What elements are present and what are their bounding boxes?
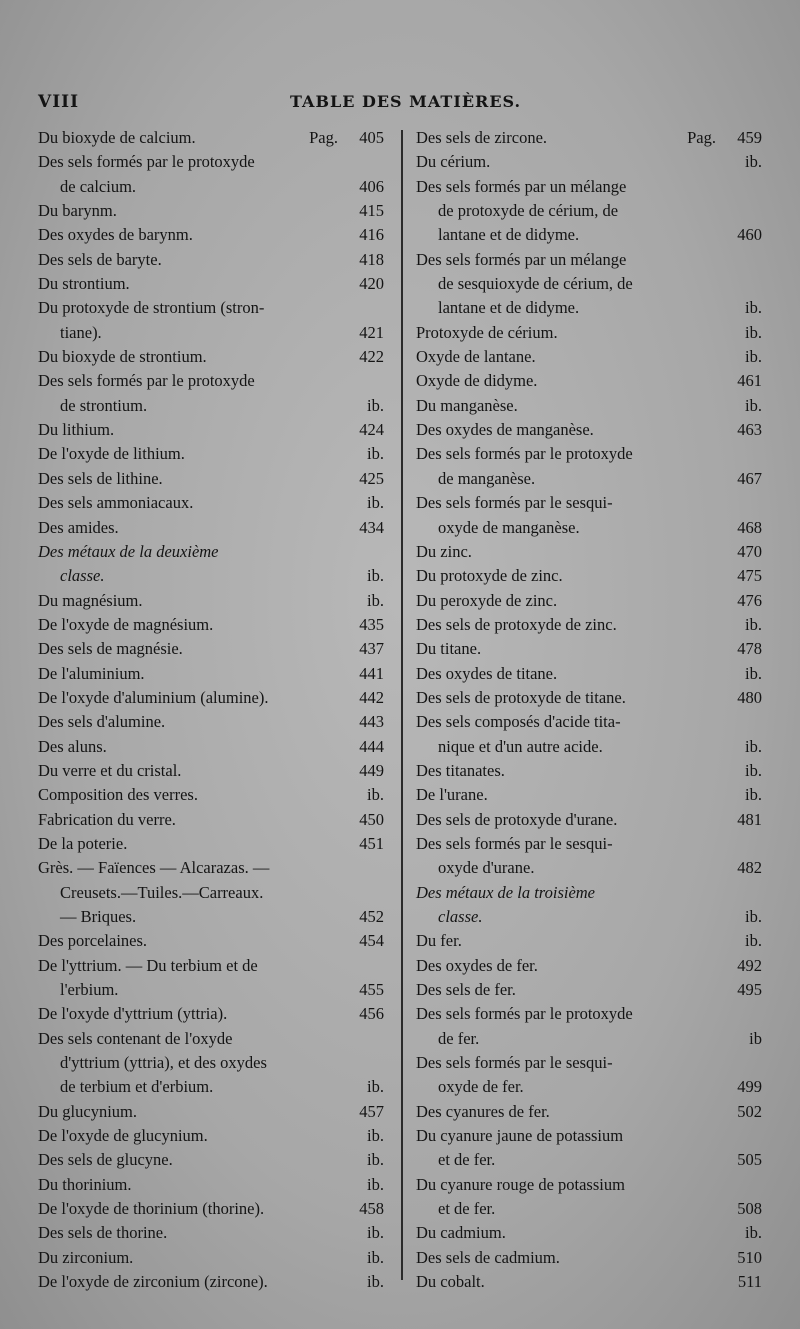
toc-page-number: ib. (745, 663, 762, 683)
toc-entry-text: et de fer. (438, 1199, 496, 1219)
toc-entry (38, 418, 388, 442)
toc-entry-text: Du zinc. (416, 541, 472, 561)
toc-page-number: ib. (367, 785, 384, 805)
toc-entry-text: lantane et de didyme. (438, 225, 580, 245)
toc-entry (416, 150, 766, 174)
toc-entry (416, 808, 766, 832)
toc-page-number: ib. (745, 298, 762, 318)
toc-entry-text: Des sels ammoniacaux. (38, 493, 194, 513)
toc-entry-text: classe. (60, 566, 105, 586)
toc-page-number: ib. (745, 785, 762, 805)
toc-page-number: ib. (745, 760, 762, 780)
toc-page-number: 434 (359, 517, 384, 537)
toc-page-number: 437 (359, 639, 384, 659)
toc-entry (416, 783, 766, 807)
toc-page-number: ib. (745, 152, 762, 172)
toc-page-number: ib. (367, 1150, 384, 1170)
toc-page-number: ib. (367, 1174, 384, 1194)
toc-entry (416, 662, 766, 686)
toc-entry-text: Du manganèse. (416, 395, 518, 415)
toc-entry-text: Du protoxyde de strontium (stron- (38, 298, 265, 318)
toc-page-number: 508 (737, 1199, 762, 1219)
toc-entry-text: Du protoxyde de zinc. (416, 566, 563, 586)
toc-entry (38, 1270, 388, 1294)
toc-entry (416, 1270, 766, 1294)
toc-entry-text: Des oxydes de manganèse. (416, 420, 594, 440)
toc-entry-text: Des titanates. (416, 760, 505, 780)
toc-entry (416, 369, 766, 393)
toc-entry-text: tiane). (60, 322, 102, 342)
toc-page-number: 467 (737, 468, 762, 488)
toc-entry (38, 637, 388, 661)
toc-entry (416, 1100, 766, 1124)
toc-entry-text: Des sels de fer. (416, 980, 516, 1000)
toc-page-number: 459 (737, 128, 762, 147)
toc-entry-text: Des porcelaines. (38, 931, 148, 951)
running-title: TABLE DES MATIÈRES. (290, 92, 522, 111)
toc-entry (38, 1173, 388, 1197)
toc-entry-text: Des sels formés par un mélange (416, 176, 627, 196)
toc-entry (38, 491, 388, 515)
page-number: VIII (38, 92, 80, 112)
toc-entry-text: de fer. (438, 1028, 480, 1048)
toc-entry-text: De l'yttrium. — Du terbium et de (38, 955, 258, 975)
toc-entry (38, 832, 388, 856)
toc-entry-text: Des métaux de la deuxième (38, 541, 219, 561)
toc-entry-text: Du cyanure rouge de potassium (416, 1174, 625, 1194)
pag-label: Pag. (687, 128, 716, 147)
toc-entry-text: d'yttrium (yttria), et des oxydes (60, 1053, 267, 1073)
toc-page-number: ib. (367, 1126, 384, 1146)
toc-page-number: 406 (359, 176, 384, 196)
toc-page-number: ib. (745, 1223, 762, 1243)
toc-entry (38, 1148, 388, 1172)
toc-entry-text: Des sels formés par le sesqui- (416, 1053, 613, 1073)
toc-entry (38, 369, 388, 418)
toc-entry (416, 418, 766, 442)
toc-page-number: 480 (737, 687, 762, 707)
toc-page-number: ib. (367, 493, 384, 513)
toc-page-number: 441 (359, 663, 384, 683)
toc-page-number: 461 (737, 371, 762, 391)
toc-entry-text: De l'oxyde de lithium. (38, 444, 185, 464)
toc-entry-text: Des sels formés par le protoxyde (416, 444, 633, 464)
toc-entry-text: — Briques. (60, 907, 137, 926)
toc-entry (416, 1173, 766, 1222)
toc-entry (38, 1246, 388, 1270)
toc-entry (38, 735, 388, 759)
toc-entry-text: Des cyanures de fer. (416, 1101, 550, 1121)
toc-entry-text: de strontium. (60, 395, 148, 415)
toc-entry (416, 978, 766, 1002)
toc-page-number: 454 (359, 931, 384, 951)
toc-entry (38, 856, 388, 929)
toc-page-number: ib. (745, 614, 762, 634)
toc-page-number: 449 (359, 760, 384, 780)
toc-entry-text: Des sels de protoxyde d'urane. (416, 809, 618, 829)
toc-entry-text: De l'oxyde d'aluminium (alumine). (38, 687, 269, 707)
toc-entry (416, 540, 766, 564)
toc-page-number: ib. (745, 322, 762, 342)
toc-entry-text: Des sels de baryte. (38, 249, 162, 269)
toc-page-number: 460 (737, 225, 762, 245)
toc-entry (416, 929, 766, 953)
toc-entry-text: Du fer. (416, 931, 462, 951)
toc-page-number: 452 (359, 907, 384, 926)
toc-page-number: 418 (359, 249, 384, 269)
toc-entry (38, 686, 388, 710)
toc-entry-text: Des sels d'alumine. (38, 712, 166, 732)
toc-page-number: ib. (745, 347, 762, 367)
toc-entry-text: De l'oxyde de glucynium. (38, 1126, 208, 1146)
toc-entry-text: Des sels de protoxyde de zinc. (416, 614, 617, 634)
toc-page-number: 450 (359, 809, 384, 829)
toc-page-number: ib. (745, 736, 762, 756)
toc-entry-text: Du glucynium. (38, 1101, 137, 1121)
toc-entry-text: Du peroxyde de zinc. (416, 590, 558, 610)
toc-entry-text: Du bioxyde de calcium. (38, 128, 196, 147)
toc-entry-text: Du cobalt. (416, 1272, 485, 1292)
toc-page-number: 510 (737, 1247, 762, 1267)
toc-page-number: ib. (367, 1272, 384, 1292)
toc-page-number: ib. (367, 566, 384, 586)
toc-entry-text: Des sels de protoxyde de titane. (416, 687, 626, 707)
toc-page-number: 511 (737, 1272, 762, 1292)
toc-entry-text: Des sels formés par le sesqui- (416, 493, 613, 513)
toc-page-number: ib. (367, 1223, 384, 1243)
toc-entry (416, 248, 766, 321)
toc-entry-text: Des sels de thorine. (38, 1223, 168, 1243)
toc-entry (416, 126, 766, 150)
toc-page-number: 478 (737, 639, 762, 659)
toc-entry (416, 1246, 766, 1270)
toc-page-number: 457 (359, 1101, 384, 1121)
toc-entry (38, 1100, 388, 1124)
toc-entry-text: De la poterie. (38, 833, 128, 853)
toc-entry (38, 516, 388, 540)
toc-entry-text: Du lithium. (38, 420, 115, 440)
toc-entry-text: De l'oxyde de magnésium. (38, 614, 214, 634)
toc-entry (416, 491, 766, 540)
toc-entry-text: classe. (438, 907, 483, 926)
toc-entry-text: Des sels formés par un mélange (416, 249, 627, 269)
toc-entry-text: et de fer. (438, 1150, 496, 1170)
toc-entry-text: De l'aluminium. (38, 663, 145, 683)
toc-page-number: 425 (359, 468, 384, 488)
toc-entry (38, 442, 388, 466)
running-header (38, 92, 778, 118)
toc-page-number: 415 (359, 201, 384, 221)
toc-entry (416, 589, 766, 613)
toc-entry (416, 881, 766, 930)
column-divider (401, 130, 403, 1280)
toc-entry-text: de calcium. (60, 176, 137, 196)
toc-entry (416, 759, 766, 783)
toc-entry (38, 345, 388, 369)
toc-page-number: 492 (737, 955, 762, 975)
toc-entry (416, 442, 766, 491)
toc-entry (38, 589, 388, 613)
toc-entry (38, 1221, 388, 1245)
toc-page-number: 476 (737, 590, 762, 610)
toc-entry-text: Des sels formés par le protoxyde (416, 1004, 633, 1024)
toc-page-number: 455 (359, 980, 384, 1000)
toc-page-number: ib. (367, 1247, 384, 1267)
toc-entry (416, 321, 766, 345)
toc-page-number: 444 (359, 736, 384, 756)
toc-entry-text: lantane et de didyme. (438, 298, 580, 318)
toc-entry (416, 1124, 766, 1173)
toc-entry-text: de terbium et d'erbium. (60, 1077, 214, 1097)
toc-page-number: ib. (745, 907, 762, 926)
toc-page-number: 435 (359, 614, 384, 634)
toc-entry (38, 540, 388, 589)
toc-page-number: 424 (359, 420, 384, 440)
toc-entry (416, 832, 766, 881)
toc-entry-text: Creusets.—Tuiles.—Carreaux. (60, 882, 264, 902)
toc-page-number: ib. (745, 395, 762, 415)
toc-entry-text: Du magnésium. (38, 590, 143, 610)
toc-entry (416, 637, 766, 661)
toc-right-column (416, 126, 766, 1295)
toc-page-number: 505 (737, 1150, 762, 1170)
toc-entry-text: Du titane. (416, 639, 482, 659)
toc-entry (38, 710, 388, 734)
toc-page-number: 502 (737, 1101, 762, 1121)
toc-page-number: 468 (737, 517, 762, 537)
toc-page-number: 422 (359, 347, 384, 367)
toc-entry (38, 296, 388, 345)
toc-entry-text: Des oxydes de fer. (416, 955, 538, 975)
toc-entry-text: Du strontium. (38, 274, 130, 294)
toc-entry-text: De l'oxyde de zirconium (zircone). (38, 1272, 268, 1292)
toc-page-number: 416 (359, 225, 384, 245)
toc-entry-text: Grès. — Faïences — Alcarazas. — (38, 858, 270, 878)
toc-entry-text: Des sels formés par le protoxyde (38, 152, 255, 172)
toc-entry-text: Du cyanure jaune de potassium (416, 1126, 624, 1146)
toc-entry-text: Des aluns. (38, 736, 107, 756)
toc-page-number: 456 (359, 1004, 384, 1024)
toc-page-number: ib. (367, 1077, 384, 1097)
toc-entry-text: Des métaux de la troisième (416, 882, 596, 902)
toc-entry-text: nique et d'un autre acide. (438, 736, 603, 756)
toc-page-number: ib. (367, 395, 384, 415)
toc-page-number: 458 (359, 1199, 384, 1219)
toc-entry-text: Du verre et du cristal. (38, 760, 182, 780)
toc-page-number: ib (749, 1028, 762, 1048)
toc-entry (38, 467, 388, 491)
toc-entry-text: Des oxydes de barynm. (38, 225, 193, 245)
toc-entry-text: oxyde d'urane. (438, 858, 535, 878)
toc-page-number: 463 (737, 420, 762, 440)
toc-page-number: 420 (359, 274, 384, 294)
toc-entry-text: Oxyde de didyme. (416, 371, 538, 391)
toc-entry (38, 662, 388, 686)
toc-entry (38, 1197, 388, 1221)
toc-page-number: ib. (745, 931, 762, 951)
toc-entry (416, 1002, 766, 1051)
toc-page-number: 481 (737, 809, 762, 829)
toc-entry (416, 175, 766, 248)
toc-page-number: 499 (737, 1077, 762, 1097)
toc-entry (38, 272, 388, 296)
toc-entry (38, 1124, 388, 1148)
toc-entry-text: Du bioxyde de strontium. (38, 347, 207, 367)
toc-entry (416, 394, 766, 418)
toc-entry-text: Des sels de cadmium. (416, 1247, 560, 1267)
toc-entry-text: Des sels contenant de l'oxyde (38, 1028, 233, 1048)
toc-page-number: 475 (737, 566, 762, 586)
toc-entry (38, 783, 388, 807)
toc-entry-text: Du cérium. (416, 152, 491, 172)
toc-page-number: 482 (737, 858, 762, 878)
toc-entry (38, 954, 388, 1003)
toc-entry (416, 710, 766, 759)
toc-entry-text: Des sels de magnésie. (38, 639, 183, 659)
toc-entry (38, 808, 388, 832)
toc-entry (38, 613, 388, 637)
toc-entry (38, 126, 388, 150)
toc-entry-text: Des sels formés par le sesqui- (416, 833, 613, 853)
toc-page-number: 442 (359, 687, 384, 707)
toc-entry-text: Des sels de zircone. (416, 128, 548, 147)
toc-entry-text: Composition des verres. (38, 785, 198, 805)
toc-entry-text: De l'oxyde d'yttrium (yttria). (38, 1004, 228, 1024)
toc-page-number: 405 (359, 128, 384, 147)
toc-entry-text: Du thorinium. (38, 1174, 132, 1194)
toc-entry (416, 954, 766, 978)
toc-entry-text: oxyde de fer. (438, 1077, 524, 1097)
toc-page-number: 451 (359, 833, 384, 853)
toc-entry (38, 150, 388, 199)
toc-entry-text: oxyde de manganèse. (438, 517, 580, 537)
toc-entry-text: Fabrication du verre. (38, 809, 176, 829)
toc-entry (38, 1002, 388, 1026)
toc-entry-text: de manganèse. (438, 468, 536, 488)
toc-entry (38, 1027, 388, 1100)
toc-page-number: 443 (359, 712, 384, 732)
toc-page-number: 421 (359, 322, 384, 342)
toc-entry-text: Des amides. (38, 517, 119, 537)
toc-page-number: ib. (367, 590, 384, 610)
toc-entry (38, 199, 388, 223)
toc-entry (416, 345, 766, 369)
toc-page-number: 470 (737, 541, 762, 561)
toc-entry-text: Des sels de lithine. (38, 468, 163, 488)
toc-entry-text: De l'oxyde de thorinium (thorine). (38, 1199, 265, 1219)
toc-entry-text: Des sels de glucyne. (38, 1150, 173, 1170)
toc-entry-text: Du zirconium. (38, 1247, 134, 1267)
toc-entry-text: l'erbium. (60, 980, 119, 1000)
toc-entry-text: Du barynm. (38, 201, 117, 221)
toc-entry-text: de sesquioxyde de cérium, de (438, 274, 633, 294)
toc-entry-text: Des oxydes de titane. (416, 663, 558, 683)
toc-left-column (38, 126, 388, 1295)
toc-entry-text: de protoxyde de cérium, de (438, 201, 619, 221)
toc-entry-text: Des sels composés d'acide tita- (416, 712, 621, 732)
toc-entry-text: Oxyde de lantane. (416, 347, 536, 367)
toc-entry (416, 564, 766, 588)
toc-entry-text: De l'urane. (416, 785, 488, 805)
toc-entry (38, 759, 388, 783)
toc-entry-text: Des sels formés par le protoxyde (38, 371, 255, 391)
toc-entry (416, 1221, 766, 1245)
toc-entry (38, 223, 388, 247)
toc-entry (416, 686, 766, 710)
toc-entry (38, 929, 388, 953)
toc-page-number: ib. (367, 444, 384, 464)
toc-entry (416, 613, 766, 637)
toc-entry (38, 248, 388, 272)
toc-page-number: 495 (737, 980, 762, 1000)
toc-entry-text: Protoxyde de cérium. (416, 322, 558, 342)
toc-entry (416, 1051, 766, 1100)
pag-label: Pag. (309, 128, 338, 147)
toc-entry-text: Du cadmium. (416, 1223, 506, 1243)
